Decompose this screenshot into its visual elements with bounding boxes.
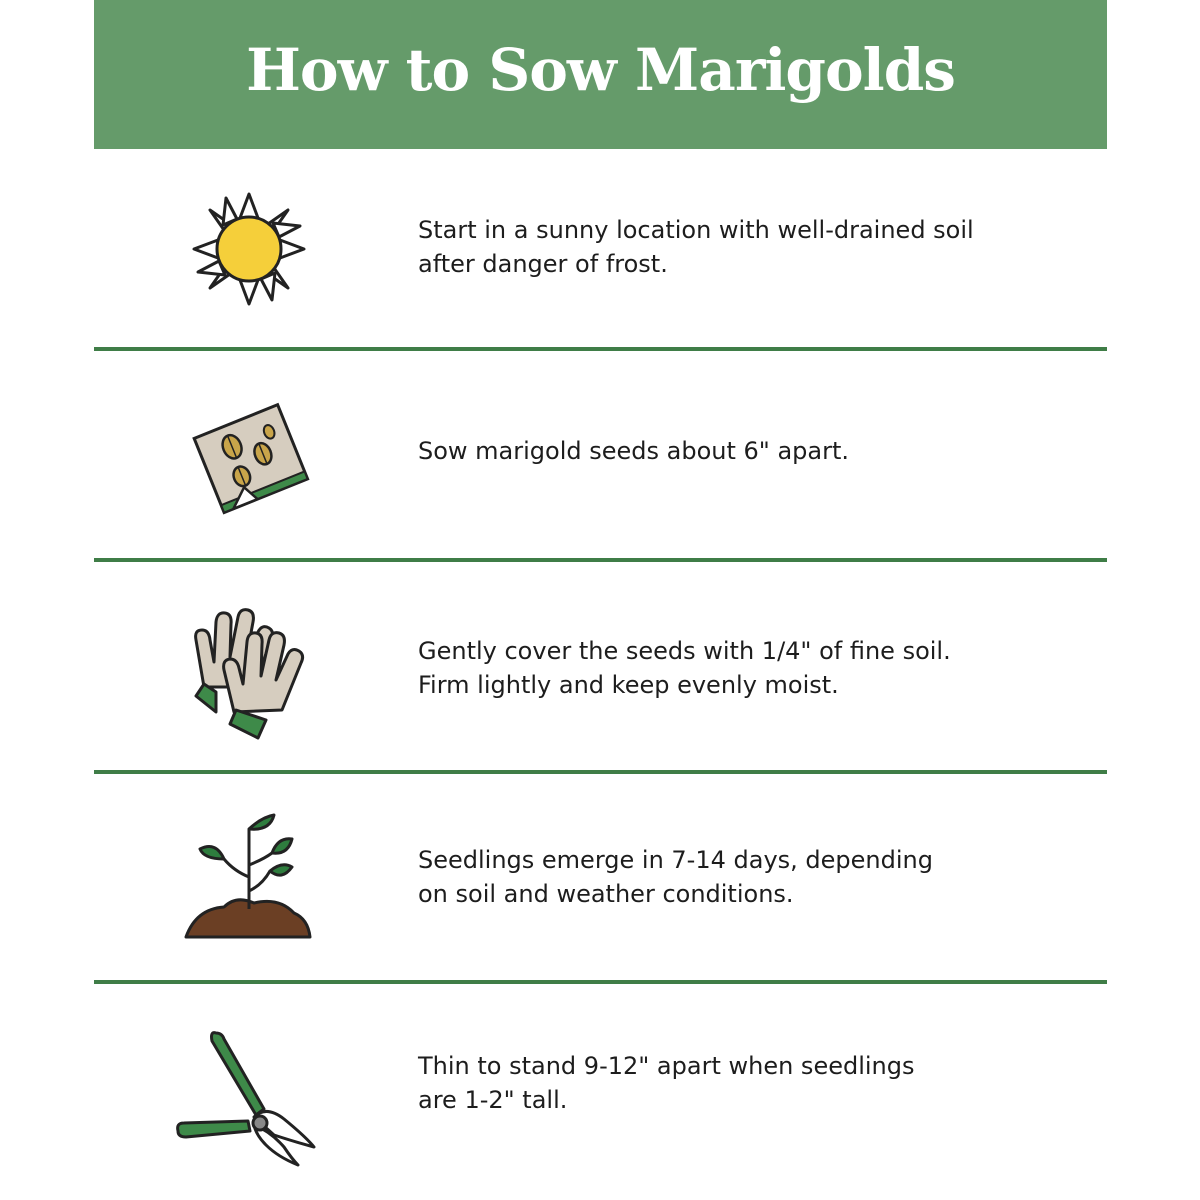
step-2-text [418, 434, 1058, 468]
step-5 [94, 984, 1107, 1200]
step-1-line-1: Start in a sunny location with well-drained soil [418, 216, 974, 244]
seed-packet-icon [174, 379, 324, 529]
step-4-line-2: on soil and weather conditions. [418, 880, 794, 908]
step-1-text [418, 213, 1058, 281]
step-3 [94, 562, 1107, 770]
step-1 [94, 149, 1107, 349]
page-title: How to Sow Marigolds [246, 35, 955, 104]
step-5-text [418, 1049, 1058, 1117]
pruning-shears-icon [174, 1019, 324, 1169]
header-banner [94, 0, 1107, 149]
gardening-gloves-icon [174, 592, 324, 742]
step-3-line-2: Firm lightly and keep evenly moist. [418, 671, 839, 699]
seedling-icon [174, 809, 324, 959]
step-1-line-2: after danger of frost. [418, 250, 668, 278]
step-3-text [418, 634, 1058, 702]
sowing-guide-card [94, 0, 1107, 1200]
step-3-line-1: Gently cover the seeds with 1/4" of fine soil. [418, 637, 951, 665]
step-5-line-1: Thin to stand 9-12" apart when seedlings [418, 1052, 915, 1080]
step-4-text [418, 843, 1058, 911]
step-4 [94, 774, 1107, 981]
sun-icon [174, 174, 324, 324]
step-2 [94, 351, 1107, 558]
step-4-line-1: Seedlings emerge in 7-14 days, depending [418, 846, 933, 874]
step-2-line-1: Sow marigold seeds about 6" apart. [418, 437, 850, 465]
step-5-line-2: are 1-2" tall. [418, 1086, 568, 1114]
